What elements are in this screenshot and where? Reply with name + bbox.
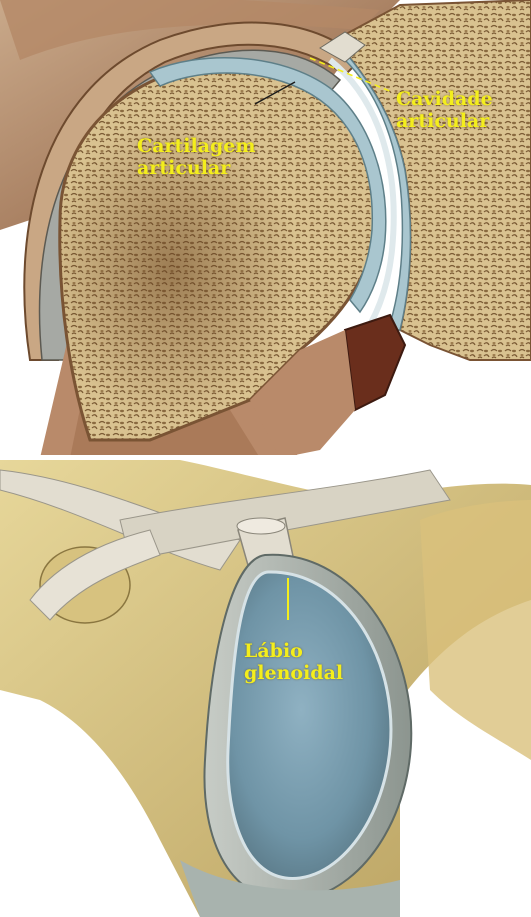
label-glenoid-labrum	[244, 640, 343, 684]
label-text: Lábio	[244, 640, 303, 662]
glenoid-fossa-illustration	[0, 460, 531, 917]
label-articular-cavity	[396, 88, 493, 132]
label-text: articular	[396, 110, 490, 132]
humeral-head-drawing	[0, 0, 531, 458]
label-text: articular	[137, 157, 231, 179]
glenoid-drawing	[0, 460, 531, 917]
humeral-head-section-illustration	[0, 0, 531, 458]
label-text: glenoidal	[244, 662, 344, 684]
label-articular-cartilage	[137, 135, 255, 179]
label-text: Cartilagem	[137, 135, 256, 157]
label-text: Cavidade	[396, 88, 493, 110]
